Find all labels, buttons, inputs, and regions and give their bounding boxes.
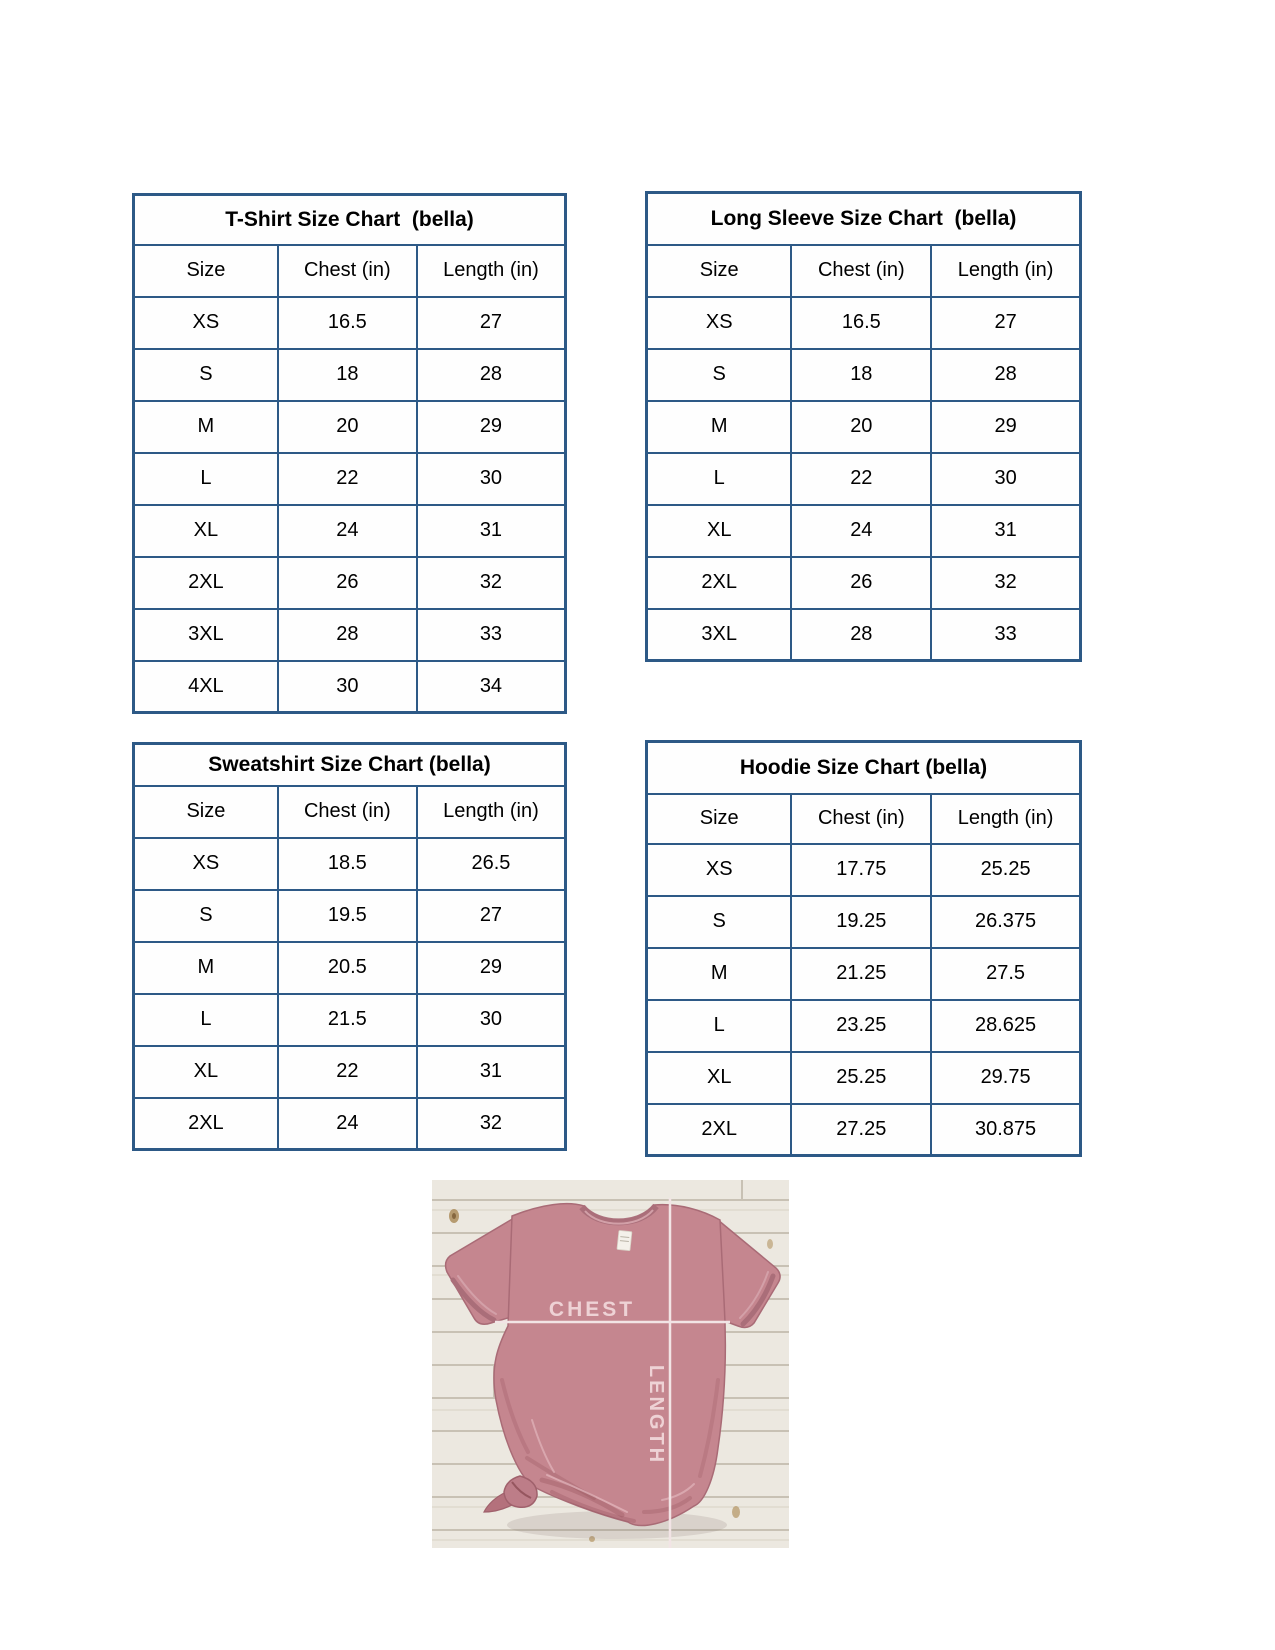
longsleeve-xl-chest: 24 <box>791 505 931 557</box>
sweatshirt-m-chest: 20.5 <box>278 942 417 994</box>
sweatshirt-header-chest: Chest (in) <box>278 786 417 838</box>
tshirt-size-chart <box>132 193 567 714</box>
sweatshirt-size-chart <box>132 742 567 1151</box>
tshirt-row-l <box>134 453 566 505</box>
tshirt-title: T-Shirt Size Chart (bella) <box>134 195 566 245</box>
sweatshirt-header-length: Length (in) <box>417 786 566 838</box>
longsleeve-row-xl <box>647 505 1081 557</box>
sweatshirt-row-2xl <box>134 1098 566 1150</box>
hoodie-xs-chest: 17.75 <box>791 844 931 896</box>
tshirt-xs-length: 27 <box>417 297 566 349</box>
longsleeve-3xl-length: 33 <box>931 609 1080 661</box>
longsleeve-row-3xl <box>647 609 1081 661</box>
tshirt-s-size: S <box>134 349 278 401</box>
tshirt-row-xl <box>134 505 566 557</box>
longsleeve-row-m <box>647 401 1081 453</box>
sweatshirt-row-xs <box>134 838 566 890</box>
hoodie-xl-size: XL <box>647 1052 792 1104</box>
longsleeve-xl-length: 31 <box>931 505 1080 557</box>
longsleeve-s-chest: 18 <box>791 349 931 401</box>
tshirt-m-length: 29 <box>417 401 566 453</box>
longsleeve-s-length: 28 <box>931 349 1080 401</box>
hoodie-2xl-length: 30.875 <box>931 1104 1080 1156</box>
sweatshirt-l-chest: 21.5 <box>278 994 417 1046</box>
tshirt-xl-chest: 24 <box>278 505 417 557</box>
hoodie-s-length: 26.375 <box>931 896 1080 948</box>
sweatshirt-s-length: 27 <box>417 890 566 942</box>
longsleeve-m-chest: 20 <box>791 401 931 453</box>
hoodie-xs-size: XS <box>647 844 792 896</box>
longsleeve-size-chart <box>645 191 1082 662</box>
hoodie-header-length: Length (in) <box>931 794 1080 844</box>
longsleeve-3xl-size: 3XL <box>647 609 792 661</box>
sweatshirt-xl-size: XL <box>134 1046 278 1098</box>
tshirt-4xl-chest: 30 <box>278 661 417 713</box>
hoodie-s-chest: 19.25 <box>791 896 931 948</box>
longsleeve-m-size: M <box>647 401 792 453</box>
hoodie-xl-length: 29.75 <box>931 1052 1080 1104</box>
hoodie-l-chest: 23.25 <box>791 1000 931 1052</box>
tshirt-l-chest: 22 <box>278 453 417 505</box>
length-label: LENGTH <box>645 1364 667 1466</box>
longsleeve-l-length: 30 <box>931 453 1080 505</box>
sweatshirt-row-s <box>134 890 566 942</box>
tshirt-2xl-size: 2XL <box>134 557 278 609</box>
longsleeve-row-xs <box>647 297 1081 349</box>
longsleeve-header-size: Size <box>647 245 792 297</box>
longsleeve-s-size: S <box>647 349 792 401</box>
longsleeve-row-2xl <box>647 557 1081 609</box>
tshirt-row-m <box>134 401 566 453</box>
longsleeve-2xl-chest: 26 <box>791 557 931 609</box>
tshirt-xl-size: XL <box>134 505 278 557</box>
hoodie-m-chest: 21.25 <box>791 948 931 1000</box>
sweatshirt-title-row <box>134 744 566 786</box>
sweatshirt-xs-chest: 18.5 <box>278 838 417 890</box>
tshirt-row-3xl <box>134 609 566 661</box>
longsleeve-2xl-length: 32 <box>931 557 1080 609</box>
longsleeve-2xl-size: 2XL <box>647 557 792 609</box>
longsleeve-header-row <box>647 245 1081 297</box>
hoodie-l-length: 28.625 <box>931 1000 1080 1052</box>
tshirt-title-row <box>134 195 566 245</box>
sweatshirt-row-l <box>134 994 566 1046</box>
sweatshirt-m-size: M <box>134 942 278 994</box>
hoodie-2xl-size: 2XL <box>647 1104 792 1156</box>
sweatshirt-row-m <box>134 942 566 994</box>
longsleeve-header-length: Length (in) <box>931 245 1080 297</box>
sweatshirt-l-length: 30 <box>417 994 566 1046</box>
tshirt-header-length: Length (in) <box>417 245 566 297</box>
sweatshirt-2xl-chest: 24 <box>278 1098 417 1150</box>
sweatshirt-2xl-size: 2XL <box>134 1098 278 1150</box>
sweatshirt-row-xl <box>134 1046 566 1098</box>
hoodie-row-m <box>647 948 1081 1000</box>
hoodie-title-row <box>647 742 1081 794</box>
tshirt-s-length: 28 <box>417 349 566 401</box>
tshirt-4xl-size: 4XL <box>134 661 278 713</box>
tshirt-2xl-length: 32 <box>417 557 566 609</box>
sweatshirt-xs-size: XS <box>134 838 278 890</box>
tshirt-row-s <box>134 349 566 401</box>
hoodie-m-length: 27.5 <box>931 948 1080 1000</box>
sweatshirt-s-chest: 19.5 <box>278 890 417 942</box>
longsleeve-xl-size: XL <box>647 505 792 557</box>
longsleeve-xs-size: XS <box>647 297 792 349</box>
tshirt-m-size: M <box>134 401 278 453</box>
tshirt-4xl-length: 34 <box>417 661 566 713</box>
sweatshirt-xs-length: 26.5 <box>417 838 566 890</box>
sweatshirt-m-length: 29 <box>417 942 566 994</box>
hoodie-row-s <box>647 896 1081 948</box>
tshirt-l-length: 30 <box>417 453 566 505</box>
tshirt-header-chest: Chest (in) <box>278 245 417 297</box>
tshirt-xs-size: XS <box>134 297 278 349</box>
longsleeve-3xl-chest: 28 <box>791 609 931 661</box>
tshirt-row-xs <box>134 297 566 349</box>
shirt-body <box>494 1204 725 1526</box>
hoodie-2xl-chest: 27.25 <box>791 1104 931 1156</box>
hoodie-m-size: M <box>647 948 792 1000</box>
sweatshirt-title: Sweatshirt Size Chart (bella) <box>134 744 566 786</box>
hoodie-xl-chest: 25.25 <box>791 1052 931 1104</box>
sweatshirt-header-row <box>134 786 566 838</box>
shirt-measurement-photo <box>432 1180 789 1548</box>
tshirt-2xl-chest: 26 <box>278 557 417 609</box>
tshirt-3xl-chest: 28 <box>278 609 417 661</box>
hoodie-size-chart <box>645 740 1082 1157</box>
hoodie-row-2xl <box>647 1104 1081 1156</box>
hoodie-row-xs <box>647 844 1081 896</box>
sweatshirt-l-size: L <box>134 994 278 1046</box>
sweatshirt-xl-chest: 22 <box>278 1046 417 1098</box>
tshirt-3xl-length: 33 <box>417 609 566 661</box>
hoodie-header-size: Size <box>647 794 792 844</box>
tshirt-s-chest: 18 <box>278 349 417 401</box>
longsleeve-title: Long Sleeve Size Chart (bella) <box>647 193 1081 245</box>
longsleeve-xs-chest: 16.5 <box>791 297 931 349</box>
hoodie-s-size: S <box>647 896 792 948</box>
tshirt-l-size: L <box>134 453 278 505</box>
tshirt-xl-length: 31 <box>417 505 566 557</box>
longsleeve-l-chest: 22 <box>791 453 931 505</box>
longsleeve-title-row <box>647 193 1081 245</box>
hoodie-row-xl <box>647 1052 1081 1104</box>
hoodie-header-row <box>647 794 1081 844</box>
sweatshirt-s-size: S <box>134 890 278 942</box>
hoodie-title: Hoodie Size Chart (bella) <box>647 742 1081 794</box>
chest-label: CHEST <box>548 1298 636 1321</box>
tshirt-row-2xl <box>134 557 566 609</box>
longsleeve-header-chest: Chest (in) <box>791 245 931 297</box>
hoodie-l-size: L <box>647 1000 792 1052</box>
tshirt-header-row <box>134 245 566 297</box>
hoodie-header-chest: Chest (in) <box>791 794 931 844</box>
tshirt-m-chest: 20 <box>278 401 417 453</box>
longsleeve-l-size: L <box>647 453 792 505</box>
sweatshirt-header-size: Size <box>134 786 278 838</box>
tshirt-xs-chest: 16.5 <box>278 297 417 349</box>
tshirt-3xl-size: 3XL <box>134 609 278 661</box>
hoodie-xs-length: 25.25 <box>931 844 1080 896</box>
longsleeve-m-length: 29 <box>931 401 1080 453</box>
longsleeve-row-l <box>647 453 1081 505</box>
neck-label <box>617 1230 632 1250</box>
longsleeve-xs-length: 27 <box>931 297 1080 349</box>
tshirt-header-size: Size <box>134 245 278 297</box>
hoodie-row-l <box>647 1000 1081 1052</box>
tshirt-row-4xl <box>134 661 566 713</box>
longsleeve-row-s <box>647 349 1081 401</box>
sweatshirt-xl-length: 31 <box>417 1046 566 1098</box>
sweatshirt-2xl-length: 32 <box>417 1098 566 1150</box>
